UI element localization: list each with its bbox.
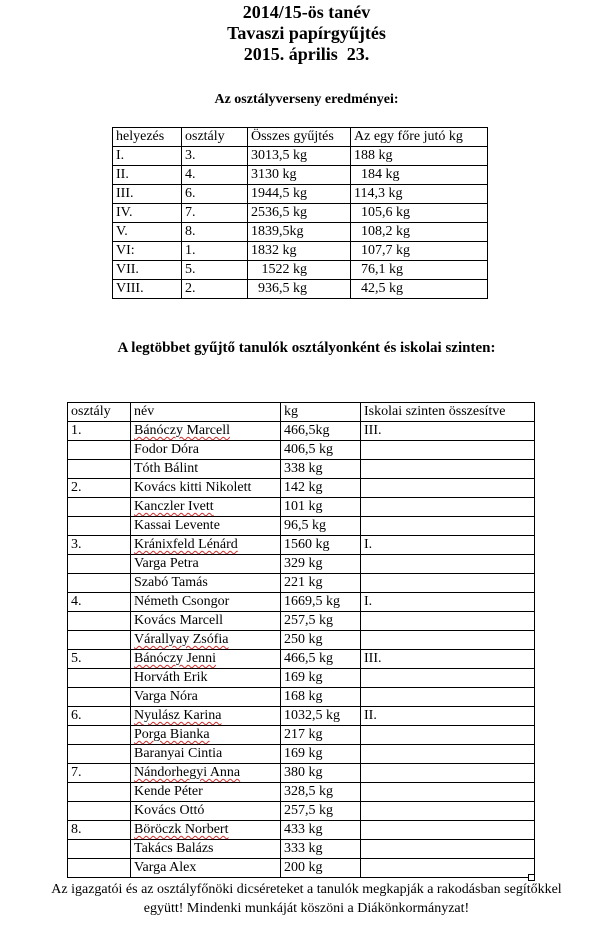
table-cell bbox=[68, 859, 131, 878]
table-cell: VI: bbox=[113, 242, 182, 261]
table-row bbox=[113, 166, 488, 185]
table-row bbox=[68, 631, 535, 650]
students-title: A legtöbbet gyűjtő tanulók osztályonként és iskolai szinten: bbox=[117, 340, 496, 356]
table-cell: 1669,5 kg bbox=[281, 593, 361, 612]
table-row bbox=[68, 783, 535, 802]
table-cell: 1839,5kg bbox=[248, 223, 351, 242]
table-cell: 169 kg bbox=[281, 745, 361, 764]
table-row bbox=[113, 223, 488, 242]
table-cell: III. bbox=[361, 650, 535, 669]
table-cell: 217 kg bbox=[281, 726, 361, 745]
table-cell: 1032,5 kg bbox=[281, 707, 361, 726]
table-cell: VII. bbox=[113, 261, 182, 280]
table-cell bbox=[361, 479, 535, 498]
table-cell: 3013,5 kg bbox=[248, 147, 351, 166]
table-cell: 5. bbox=[68, 650, 131, 669]
class-results-title: Az osztályverseny eredményei: bbox=[214, 92, 399, 107]
table-cell: 328,5 kg bbox=[281, 783, 361, 802]
table-cell bbox=[131, 498, 281, 517]
table-cell: 936,5 kg bbox=[248, 280, 351, 299]
table-cell: 76,1 kg bbox=[351, 261, 488, 280]
table-cell: III. bbox=[113, 185, 182, 204]
table-cell: Kovács Marcell bbox=[131, 612, 281, 631]
table-cell: 184 kg bbox=[351, 166, 488, 185]
table-cell bbox=[68, 441, 131, 460]
table-row bbox=[68, 726, 535, 745]
table-cell bbox=[131, 821, 281, 840]
table-cell bbox=[361, 726, 535, 745]
table-row bbox=[68, 612, 535, 631]
table-cell: 168 kg bbox=[281, 688, 361, 707]
table-cell: 7. bbox=[68, 764, 131, 783]
class-results-table bbox=[112, 127, 488, 299]
column-header: Összes gyűjtés bbox=[248, 128, 351, 147]
table-cell: 2536,5 kg bbox=[248, 204, 351, 223]
table-cell: 3130 kg bbox=[248, 166, 351, 185]
document-header bbox=[0, 2, 613, 65]
table-cell bbox=[68, 460, 131, 479]
table-cell: 1832 kg bbox=[248, 242, 351, 261]
table-cell: I. bbox=[361, 536, 535, 555]
table-row bbox=[113, 185, 488, 204]
table-cell bbox=[131, 764, 281, 783]
table-cell: 257,5 kg bbox=[281, 612, 361, 631]
spellcheck-flagged-text: Böröczk Norbert bbox=[134, 822, 229, 837]
table-cell bbox=[68, 840, 131, 859]
header-row bbox=[68, 403, 535, 422]
table-cell: 8. bbox=[68, 821, 131, 840]
table-cell: Kende Péter bbox=[131, 783, 281, 802]
table-cell: Horváth Erik bbox=[131, 669, 281, 688]
table-row bbox=[68, 593, 535, 612]
table-cell: 169 kg bbox=[281, 669, 361, 688]
table-cell: 105,6 kg bbox=[351, 204, 488, 223]
table-cell: 466,5kg bbox=[281, 422, 361, 441]
table-cell: 3. bbox=[182, 147, 248, 166]
table-row bbox=[68, 479, 535, 498]
table-cell: Szabó Tamás bbox=[131, 574, 281, 593]
table-row bbox=[68, 498, 535, 517]
table-cell: 406,5 kg bbox=[281, 441, 361, 460]
table-cell bbox=[361, 783, 535, 802]
table-cell: 338 kg bbox=[281, 460, 361, 479]
column-header: név bbox=[131, 403, 281, 422]
table-cell: 466,5 kg bbox=[281, 650, 361, 669]
table-cell bbox=[68, 631, 131, 650]
table-row bbox=[113, 261, 488, 280]
table-cell: VIII. bbox=[113, 280, 182, 299]
column-header: osztály bbox=[182, 128, 248, 147]
table-cell: 1. bbox=[68, 422, 131, 441]
table-row bbox=[68, 460, 535, 479]
column-header: Iskolai szinten összesítve bbox=[361, 403, 535, 422]
footer-line-1: Az igazgatói és az osztályfőnöki dicséreteket a tanulók megkapják a rakodásban segítőkkel bbox=[51, 882, 562, 897]
table-row bbox=[68, 745, 535, 764]
table-row bbox=[113, 147, 488, 166]
table-cell: 5. bbox=[182, 261, 248, 280]
table-cell: Varga Nóra bbox=[131, 688, 281, 707]
table-cell bbox=[361, 745, 535, 764]
table-cell: 6. bbox=[68, 707, 131, 726]
table-cell: 1560 kg bbox=[281, 536, 361, 555]
table-cell: 188 kg bbox=[351, 147, 488, 166]
table-cell: I. bbox=[113, 147, 182, 166]
table-cell: 101 kg bbox=[281, 498, 361, 517]
table-row bbox=[68, 574, 535, 593]
table-cell bbox=[68, 745, 131, 764]
table-cell: 380 kg bbox=[281, 764, 361, 783]
table-cell: 333 kg bbox=[281, 840, 361, 859]
table-cell: Kovács kitti Nikolett bbox=[131, 479, 281, 498]
spellcheck-flagged-text: Kanczler Ivett bbox=[134, 499, 214, 514]
table-cell: 221 kg bbox=[281, 574, 361, 593]
table-row bbox=[113, 204, 488, 223]
table-cell bbox=[131, 422, 281, 441]
table-row bbox=[113, 242, 488, 261]
footer-note bbox=[0, 880, 613, 918]
table-row bbox=[113, 280, 488, 299]
table-cell bbox=[361, 574, 535, 593]
resize-handle[interactable] bbox=[528, 874, 535, 881]
table-row bbox=[68, 422, 535, 441]
table-cell: 6. bbox=[182, 185, 248, 204]
table-cell: II. bbox=[113, 166, 182, 185]
table-row bbox=[68, 536, 535, 555]
table-row bbox=[68, 859, 535, 878]
table-row bbox=[68, 669, 535, 688]
spellcheck-flagged-text: Várallyay Zsófia bbox=[134, 632, 229, 647]
table-cell bbox=[68, 574, 131, 593]
table-cell bbox=[361, 441, 535, 460]
column-header: Az egy főre jutó kg bbox=[351, 128, 488, 147]
table-cell bbox=[131, 631, 281, 650]
table-cell: 42,5 kg bbox=[351, 280, 488, 299]
table-cell: 257,5 kg bbox=[281, 802, 361, 821]
spellcheck-flagged-text: Kránixfeld Lénárd bbox=[134, 537, 238, 552]
table-cell: 8. bbox=[182, 223, 248, 242]
table-cell bbox=[131, 726, 281, 745]
table-cell: I. bbox=[361, 593, 535, 612]
table-cell bbox=[68, 802, 131, 821]
table-cell bbox=[68, 688, 131, 707]
table-cell bbox=[68, 555, 131, 574]
table-cell bbox=[361, 821, 535, 840]
table-cell: Kassai Levente bbox=[131, 517, 281, 536]
spellcheck-flagged-text: Nándorhegyi Anna bbox=[134, 765, 241, 780]
table-cell bbox=[361, 460, 535, 479]
table-cell: 3. bbox=[68, 536, 131, 555]
table-cell bbox=[361, 669, 535, 688]
table-cell bbox=[361, 555, 535, 574]
event-date: 2015. április 23. bbox=[243, 44, 370, 64]
table-cell: Baranyai Cintia bbox=[131, 745, 281, 764]
table-cell bbox=[361, 859, 535, 878]
table-cell: 108,2 kg bbox=[351, 223, 488, 242]
table-cell: Takács Balázs bbox=[131, 840, 281, 859]
table-cell: 114,3 kg bbox=[351, 185, 488, 204]
table-cell: 2. bbox=[68, 479, 131, 498]
table-cell: 7. bbox=[182, 204, 248, 223]
table-row bbox=[68, 840, 535, 859]
spellcheck-flagged-text: Bánóczy Marcell bbox=[134, 423, 231, 438]
event-title: Tavaszi papírgyűjtés bbox=[227, 23, 386, 43]
school-year-title: 2014/15-ös tanév bbox=[242, 2, 371, 22]
table-cell: 96,5 kg bbox=[281, 517, 361, 536]
table-cell bbox=[131, 650, 281, 669]
table-cell bbox=[131, 536, 281, 555]
table-cell bbox=[131, 707, 281, 726]
table-cell: 250 kg bbox=[281, 631, 361, 650]
header-row bbox=[113, 128, 488, 147]
students-table bbox=[67, 402, 535, 878]
table-row bbox=[68, 821, 535, 840]
table-cell bbox=[361, 498, 535, 517]
table-cell: 329 kg bbox=[281, 555, 361, 574]
table-cell: 142 kg bbox=[281, 479, 361, 498]
table-cell bbox=[361, 631, 535, 650]
table-cell: 433 kg bbox=[281, 821, 361, 840]
table-cell: 1522 kg bbox=[248, 261, 351, 280]
table-cell: Kovács Ottó bbox=[131, 802, 281, 821]
table-cell bbox=[68, 669, 131, 688]
table-cell: Fodor Dóra bbox=[131, 441, 281, 460]
table-cell bbox=[361, 802, 535, 821]
table-row bbox=[68, 441, 535, 460]
table-cell bbox=[68, 517, 131, 536]
column-header: osztály bbox=[68, 403, 131, 422]
table-row bbox=[68, 764, 535, 783]
table-cell bbox=[68, 783, 131, 802]
table-cell: V. bbox=[113, 223, 182, 242]
table-row bbox=[68, 555, 535, 574]
table-cell bbox=[68, 726, 131, 745]
table-cell bbox=[361, 688, 535, 707]
table-cell: 1. bbox=[182, 242, 248, 261]
table-row bbox=[68, 707, 535, 726]
spellcheck-flagged-text: Bánóczy Jenni bbox=[134, 651, 217, 666]
table-cell bbox=[68, 612, 131, 631]
table-cell: Németh Csongor bbox=[131, 593, 281, 612]
table-cell: 107,7 kg bbox=[351, 242, 488, 261]
table-cell bbox=[68, 498, 131, 517]
column-header: kg bbox=[281, 403, 361, 422]
table-cell bbox=[361, 517, 535, 536]
table-cell: Tóth Bálint bbox=[131, 460, 281, 479]
table-cell bbox=[361, 840, 535, 859]
table-row bbox=[68, 517, 535, 536]
table-cell bbox=[361, 612, 535, 631]
footer-line-2: együtt! Mindenki munkáját köszöni a Diákönkormányzat! bbox=[143, 901, 470, 916]
table-cell: 1944,5 kg bbox=[248, 185, 351, 204]
table-cell: II. bbox=[361, 707, 535, 726]
table-row bbox=[68, 688, 535, 707]
table-row bbox=[68, 650, 535, 669]
spellcheck-flagged-text: Nyulász Karina bbox=[134, 708, 222, 723]
table-row bbox=[68, 802, 535, 821]
table-cell: 200 kg bbox=[281, 859, 361, 878]
spellcheck-flagged-text: Porga Bianka bbox=[134, 727, 210, 742]
table-cell: IV. bbox=[113, 204, 182, 223]
table-cell: 2. bbox=[182, 280, 248, 299]
table-cell: 4. bbox=[68, 593, 131, 612]
table-cell bbox=[361, 764, 535, 783]
table-cell: 4. bbox=[182, 166, 248, 185]
table-cell: Varga Petra bbox=[131, 555, 281, 574]
table-cell: III. bbox=[361, 422, 535, 441]
table-cell: Varga Alex bbox=[131, 859, 281, 878]
column-header: helyezés bbox=[113, 128, 182, 147]
